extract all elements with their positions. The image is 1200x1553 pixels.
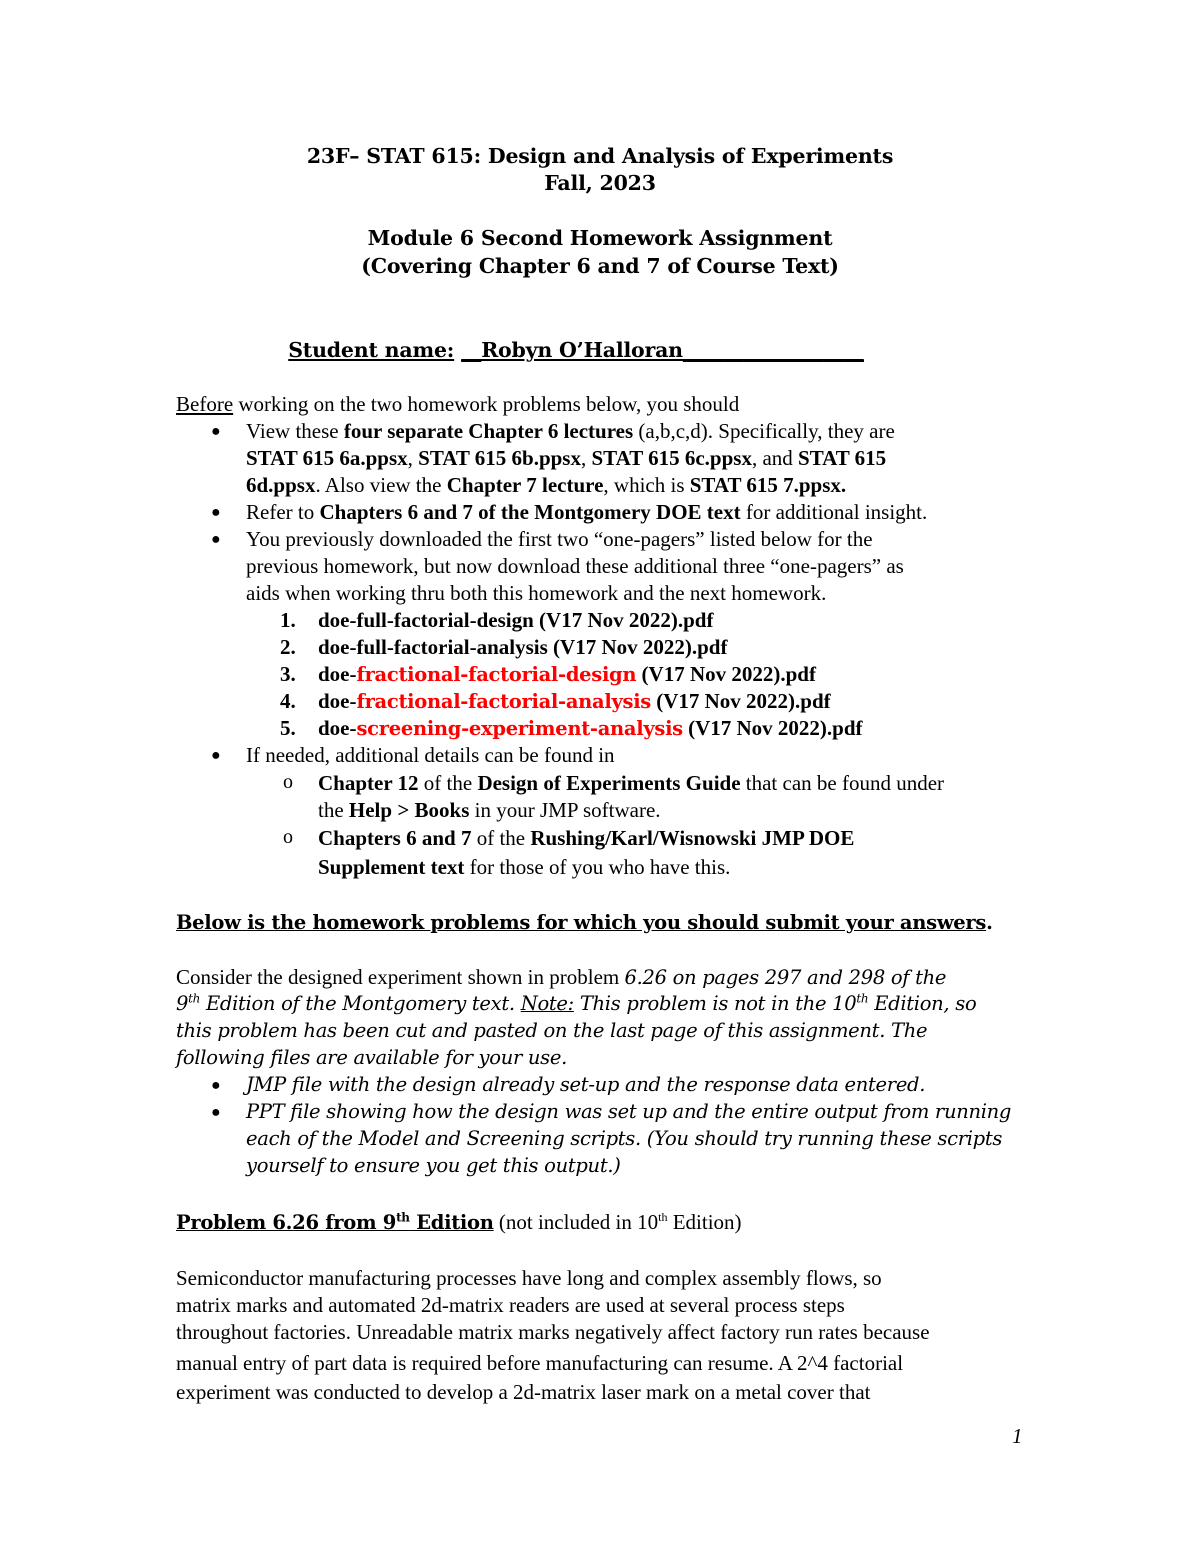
before-word: Before [176, 392, 234, 416]
homework-heading-text: Below is the homework problems for which you should submit your answers [176, 911, 987, 934]
homework-heading [176, 911, 993, 934]
file-name-highlight: fractional-factorial-analysis [356, 690, 651, 713]
text-bold: Chapters 6 and 7 [318, 826, 472, 850]
list-number: 4. [280, 689, 296, 713]
file-name-highlight: fractional-factorial-design [356, 663, 637, 686]
list-item [318, 662, 816, 687]
problem-body-line: manual entry of part data is required before manufacturing can resume. A 2^4 factorial [176, 1351, 904, 1375]
consider-item-jmp: JMP file with the design already set-up and the response data entered. [246, 1073, 926, 1096]
bullet-icon: ● [211, 504, 221, 521]
list-number: 1. [280, 608, 296, 632]
text-bold: Chapters 6 and 7 of the Montgomery DOE text [319, 500, 741, 524]
text: 9 [176, 992, 189, 1015]
circle-bullet-icon: o [283, 771, 293, 793]
problem-body-line: throughout factories. Unreadable matrix marks negatively affect factory run rates because [176, 1320, 930, 1344]
list-number: 5. [280, 716, 296, 740]
consider-line3: this problem has been cut and pasted on the last page of this assignment. The [176, 1019, 928, 1042]
intro-line [176, 392, 739, 417]
bullet-icon: ● [211, 1077, 221, 1094]
text: , [407, 446, 419, 470]
text-bold: Chapter 7 lecture [446, 473, 604, 497]
student-name-value: __Robyn O’Halloran__________________ [461, 338, 864, 362]
file-name: STAT 615 6c.ppsx [591, 446, 752, 470]
bullet-lectures-line1 [246, 419, 895, 444]
text-italic: 6.26 on pages 297 and 298 of the [624, 966, 947, 989]
bullet-refer-line [246, 500, 927, 525]
bullet-details-line: If needed, additional details can be found in [246, 743, 615, 767]
list-item [318, 635, 727, 660]
course-title: 23F– STAT 615: Design and Analysis of Experiments [306, 144, 894, 168]
text: , [580, 446, 592, 470]
bullet-lectures-line2 [246, 446, 886, 471]
file-name: STAT 615 6b.ppsx [418, 446, 581, 470]
superscript: th [856, 991, 869, 1006]
subitem-guide-line1 [318, 771, 944, 796]
list-number: 3. [280, 662, 296, 686]
text: This problem is not in the 10 [573, 992, 857, 1015]
consider-line1 [176, 965, 946, 990]
text: Refer to [246, 500, 320, 524]
consider-line4: following files are available for your use. [176, 1046, 568, 1069]
bullet-onepagers-line2: previous homework, but now download these additional three “one-pagers” as [246, 554, 904, 578]
bullet-icon: ● [211, 423, 221, 440]
text-bold: Design of Experiments Guide [477, 771, 741, 795]
note-label: Note: [520, 992, 574, 1015]
problem-body-line: experiment was conducted to develop a 2d-matrix laser mark on a metal cover that [176, 1380, 871, 1404]
page-number: 1 [1012, 1424, 1023, 1448]
file-name: 6d.ppsx [246, 473, 316, 497]
text: (not included in 10 [493, 1210, 659, 1234]
file-name: doe-full-factorial-design (V17 Nov 2022).pdf [318, 608, 714, 632]
subitem-supplement-line1 [318, 826, 854, 851]
text: of the [418, 771, 478, 795]
list-number: 2. [280, 635, 296, 659]
text-bold: Supplement text [318, 855, 465, 879]
text: Consider the designed experiment shown in problem [176, 965, 625, 989]
text: Edition, so [868, 992, 977, 1015]
list-item [318, 689, 831, 714]
file-name: (V17 Nov 2022).pdf [636, 662, 816, 686]
consider-item-ppt-line2: each of the Model and Screening scripts. (You should try running these scripts [246, 1127, 1003, 1150]
term: Fall, 2023 [544, 171, 656, 195]
text: Problem 6.26 from 9 [176, 1211, 397, 1234]
problem-body-line: matrix marks and automated 2d-matrix readers are used at several process steps [176, 1293, 845, 1317]
text-bold: Rushing/Karl/Wisnowski JMP DOE [530, 826, 855, 850]
text: of the [471, 826, 531, 850]
student-name-line [0, 338, 1176, 362]
text: . Also view the [315, 473, 447, 497]
file-name: (V17 Nov 2022).pdf [650, 689, 831, 713]
text: Edition of the Montgomery text. [200, 992, 521, 1015]
subitem-guide-line2 [318, 798, 661, 823]
consider-item-ppt-line1: PPT file showing how the design was set up and the entire output from running [246, 1100, 1012, 1123]
text-bold: Help > Books [348, 798, 470, 822]
file-name: doe- [318, 662, 357, 686]
student-name-label: Student name: [288, 338, 455, 362]
text: for additional insight. [740, 500, 928, 524]
problem-body-line: Semiconductor manufacturing processes have long and complex assembly flows, so [176, 1266, 882, 1290]
text: in your JMP software. [469, 798, 661, 822]
file-name: (V17 Nov 2022).pdf [682, 716, 863, 740]
bullet-onepagers-line3: aids when working thru both this homework and the next homework. [246, 581, 827, 605]
file-name: doe- [318, 689, 357, 713]
assignment-title: Module 6 Second Homework Assignment [367, 226, 833, 250]
text: View these [246, 419, 344, 443]
text: , which is [603, 473, 690, 497]
text: for those of you who have this. [464, 855, 731, 879]
circle-bullet-icon: o [283, 826, 293, 848]
text: , and [751, 446, 799, 470]
period: . [986, 911, 993, 934]
superscript: th [188, 991, 201, 1006]
text: (a,b,c,d). Specifically, they are [633, 419, 895, 443]
bullet-icon: ● [211, 1104, 221, 1121]
text-bold: Chapter 12 [318, 771, 419, 795]
text: Edition [409, 1211, 494, 1234]
superscript: th [396, 1210, 410, 1225]
intro-text: working on the two homework problems below, you should [233, 392, 740, 416]
bullet-onepagers-line1: You previously downloaded the first two “one-pagers” listed below for the [246, 527, 873, 551]
text: the [318, 798, 349, 822]
file-name: STAT 615 [798, 446, 887, 470]
consider-item-ppt-line3: yourself to ensure you get this output.) [246, 1154, 621, 1177]
problem-title [176, 1211, 494, 1234]
file-name: STAT 615 7.ppsx. [689, 473, 847, 497]
text-bold: four separate Chapter 6 lectures [343, 419, 634, 443]
file-name-highlight: screening-experiment-analysis [356, 717, 683, 740]
coverage-note: (Covering Chapter 6 and 7 of Course Text) [361, 254, 839, 278]
subitem-supplement-line2 [318, 855, 730, 880]
list-item [318, 716, 863, 741]
bullet-lectures-line3 [246, 473, 846, 498]
file-name: doe- [318, 716, 357, 740]
superscript: th [658, 1210, 668, 1224]
bullet-icon: ● [211, 747, 221, 764]
file-name: STAT 615 6a.ppsx [246, 446, 408, 470]
consider-line2 [176, 992, 976, 1015]
text: that can be found under [740, 771, 945, 795]
problem-heading [176, 1210, 742, 1235]
list-item [318, 608, 713, 633]
text: Edition) [667, 1210, 742, 1234]
bullet-icon: ● [211, 531, 221, 548]
file-name: doe-full-factorial-analysis (V17 Nov 2022).pdf [318, 635, 728, 659]
